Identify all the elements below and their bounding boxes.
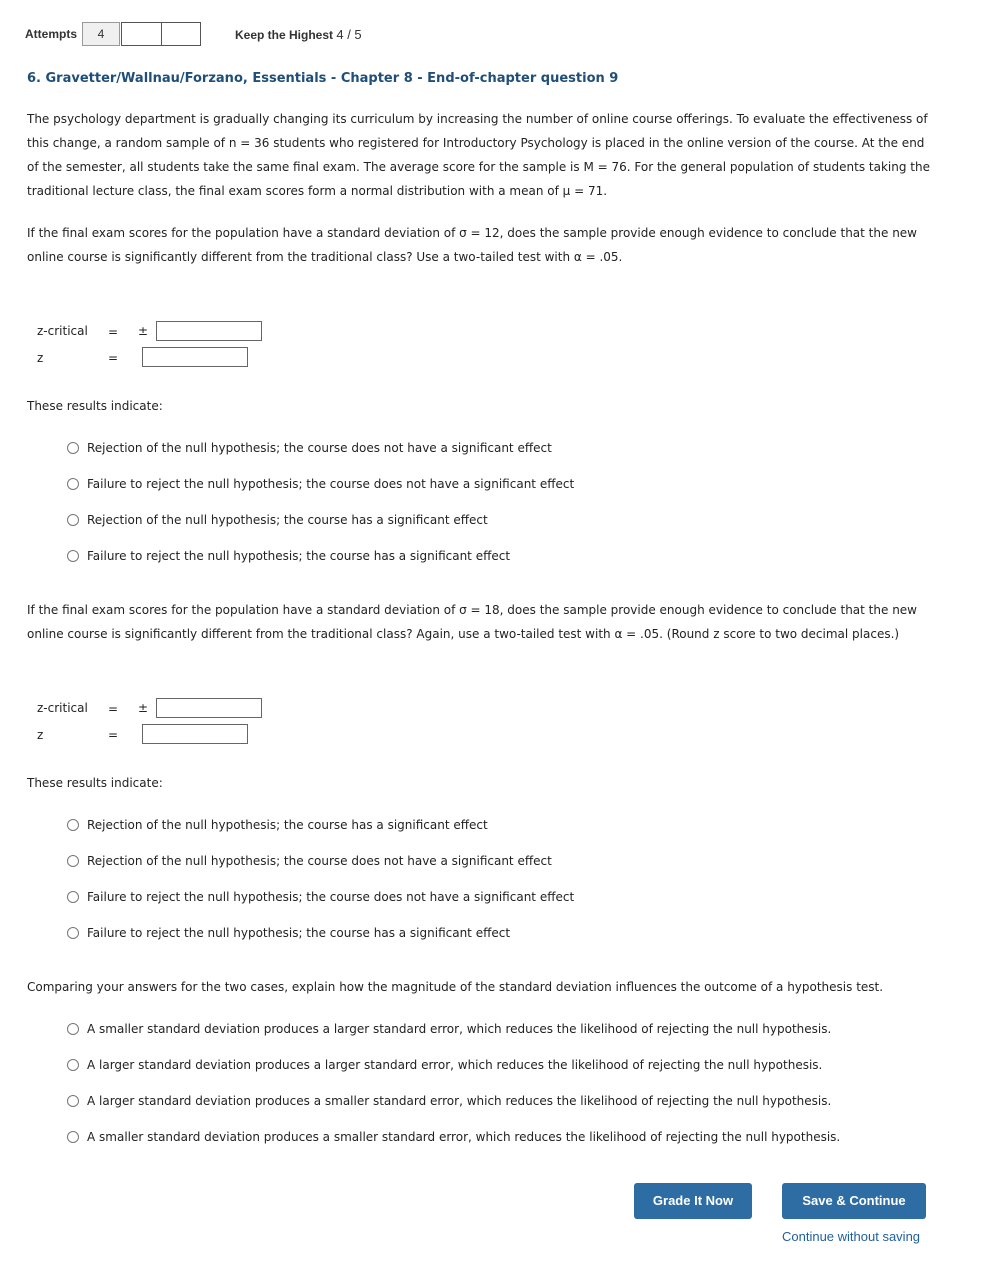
radio-button[interactable] <box>67 819 79 831</box>
plus-minus-sign: ± <box>138 701 149 715</box>
part1-option[interactable] <box>67 513 488 527</box>
option-label: Failure to reject the null hypothesis; the course has a significant effect <box>87 926 511 940</box>
radio-button[interactable] <box>67 1023 79 1035</box>
continue-without-saving-link[interactable]: Continue without saving <box>782 1229 921 1244</box>
part2-option[interactable] <box>67 926 510 940</box>
radio-button[interactable] <box>67 478 79 490</box>
part1-option[interactable] <box>67 477 574 491</box>
equals-sign: = <box>108 728 119 742</box>
attempt-count: 4 <box>82 22 120 46</box>
radio-button[interactable] <box>67 1059 79 1071</box>
option-label: Rejection of the null hypothesis; the course does not have a significant effect <box>87 854 552 868</box>
radio-button[interactable] <box>67 855 79 867</box>
part2-indicate: These results indicate: <box>27 776 163 790</box>
intro-line: this change, a random sample of n = 36 students who registered for Introductory Psychology is placed in the online version of the course. At the end <box>27 136 925 150</box>
part3-option[interactable] <box>67 1130 840 1144</box>
part1-option[interactable] <box>67 441 552 455</box>
option-label: A larger standard deviation produces a smaller standard error, which reduces the likelihood of rejecting the null hypothesis. <box>87 1094 832 1108</box>
part1-z-label: z <box>37 351 44 365</box>
keep-highest <box>235 27 362 42</box>
equals-sign: = <box>108 351 119 365</box>
radio-button[interactable] <box>67 550 79 562</box>
keep-label: Keep the Highest <box>235 28 334 42</box>
option-label: Rejection of the null hypothesis; the course does not have a significant effect <box>87 441 552 455</box>
option-label: Rejection of the null hypothesis; the course has a significant effect <box>87 818 488 832</box>
part2-zcrit-label: z-critical <box>37 701 88 715</box>
part2-option[interactable] <box>67 854 552 868</box>
radio-button[interactable] <box>67 927 79 939</box>
radio-button[interactable] <box>67 514 79 526</box>
grade-it-now-button[interactable]: Grade It Now <box>634 1183 752 1219</box>
plus-minus-sign: ± <box>138 324 149 338</box>
radio-button[interactable] <box>67 891 79 903</box>
prompt-line: If the final exam scores for the population have a standard deviation of σ = 18, does the sample provide enough evidence to conclude that the new <box>27 603 917 617</box>
radio-button[interactable] <box>67 442 79 454</box>
prompt-line: online course is significantly different from the traditional class? Again, use a two-tailed test with α = .05. (Round z score to two decimal places.) <box>27 627 900 641</box>
part1-zcrit-label: z-critical <box>37 324 88 338</box>
option-label: Failure to reject the null hypothesis; the course does not have a significant effect <box>87 890 575 904</box>
part2-zcrit-input[interactable] <box>156 698 262 718</box>
option-label: A smaller standard deviation produces a larger standard error, which reduces the likelihood of rejecting the null hypothesis. <box>87 1022 832 1036</box>
part1-prompt <box>27 221 937 269</box>
option-label: Failure to reject the null hypothesis; the course has a significant effect <box>87 549 511 563</box>
equals-sign: = <box>108 702 119 716</box>
part3-option[interactable] <box>67 1094 831 1108</box>
attempt-slot <box>121 22 162 46</box>
option-label: Failure to reject the null hypothesis; the course does not have a significant effect <box>87 477 575 491</box>
option-label: Rejection of the null hypothesis; the course has a significant effect <box>87 513 488 527</box>
question-intro <box>27 107 937 203</box>
attempts-label: Attempts <box>25 27 78 41</box>
intro-line: traditional lecture class, the final exam scores form a normal distribution with a mean of μ = 71. <box>27 184 608 198</box>
part1-zcrit-input[interactable] <box>156 321 262 341</box>
part1-indicate: These results indicate: <box>27 399 163 413</box>
intro-line: of the semester, all students take the same final exam. The average score for the sample is M = 76. For the general population of students taking the <box>27 160 930 174</box>
part1-option[interactable] <box>67 549 510 563</box>
part2-prompt <box>27 598 937 646</box>
part3-option[interactable] <box>67 1022 831 1036</box>
part1-z-input[interactable] <box>142 347 248 367</box>
prompt-line: online course is significantly different from the traditional class? Use a two-tailed test with α = .05. <box>27 250 623 264</box>
equals-sign: = <box>108 325 119 339</box>
option-label: A larger standard deviation produces a larger standard error, which reduces the likelihood of rejecting the null hypothesis. <box>87 1058 823 1072</box>
part2-z-label: z <box>37 728 44 742</box>
part2-option[interactable] <box>67 818 488 832</box>
question-title: 6. Gravetter/Wallnau/Forzano, Essentials - Chapter 8 - End-of-chapter question 9 <box>27 71 619 86</box>
keep-score: 4 / 5 <box>336 27 362 42</box>
intro-line: The psychology department is gradually changing its curriculum by increasing the number of online course offerings. To evaluate the effectiveness of <box>27 112 928 126</box>
part3-option[interactable] <box>67 1058 822 1072</box>
radio-button[interactable] <box>67 1095 79 1107</box>
prompt-line: If the final exam scores for the population have a standard deviation of σ = 12, does the sample provide enough evidence to conclude that the new <box>27 226 917 240</box>
part3-prompt: Comparing your answers for the two cases, explain how the magnitude of the standard deviation influences the outcome of a hypothesis test. <box>27 980 884 994</box>
save-continue-button[interactable]: Save & Continue <box>782 1183 926 1219</box>
part2-option[interactable] <box>67 890 574 904</box>
part2-z-input[interactable] <box>142 724 248 744</box>
radio-button[interactable] <box>67 1131 79 1143</box>
attempt-slot <box>161 22 201 46</box>
option-label: A smaller standard deviation produces a smaller standard error, which reduces the likelihood of rejecting the null hypothesis. <box>87 1130 841 1144</box>
